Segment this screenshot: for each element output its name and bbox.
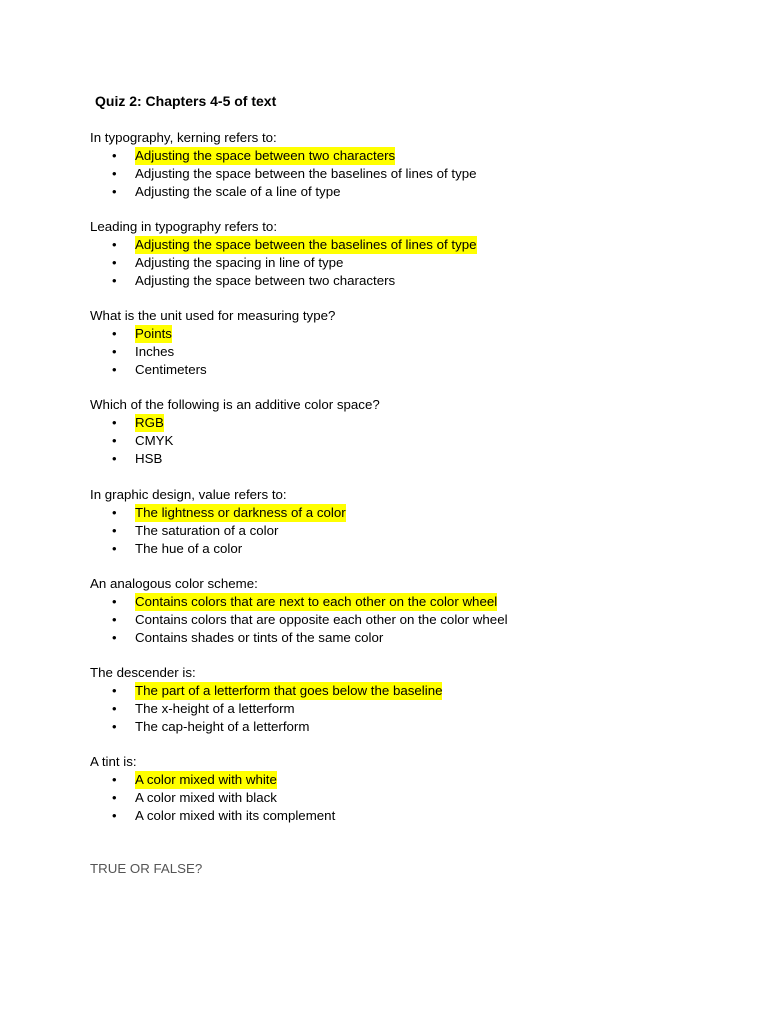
question-text: What is the unit used for measuring type? — [90, 308, 336, 323]
answer-option: Centimeters — [135, 362, 207, 377]
option-item — [90, 504, 690, 522]
bullet-icon: • — [112, 255, 117, 270]
question-2 — [90, 218, 690, 290]
correct-answer: Contains colors that are next to each other on the color wheel — [135, 594, 498, 609]
question-text: Leading in typography refers to: — [90, 219, 278, 234]
bullet-icon: • — [112, 166, 117, 181]
correct-answer: Adjusting the space between the baselines of lines of type — [135, 237, 477, 252]
answer-option: CMYK — [135, 433, 174, 448]
option-item — [90, 611, 690, 629]
answer-option: HSB — [135, 451, 163, 466]
answer-option: The saturation of a color — [135, 523, 279, 538]
answer-option: A color mixed with black — [135, 790, 277, 805]
bullet-icon: • — [112, 541, 117, 556]
answer-option: Contains colors that are opposite each other on the color wheel — [135, 612, 508, 627]
option-item — [90, 183, 690, 201]
question-7 — [90, 664, 690, 736]
bullet-icon: • — [112, 719, 117, 734]
bullet-icon: • — [112, 523, 117, 538]
option-item — [90, 325, 690, 343]
option-list — [90, 771, 690, 825]
option-item — [90, 272, 690, 290]
answer-option: Adjusting the space between the baselines of lines of type — [135, 166, 477, 181]
bullet-icon: • — [112, 451, 117, 466]
correct-answer: A color mixed with white — [135, 772, 277, 787]
correct-answer: The part of a letterform that goes below the baseline — [135, 683, 443, 698]
bullet-icon: • — [112, 148, 117, 163]
option-item — [90, 414, 690, 432]
question-6 — [90, 575, 690, 647]
question-text: In graphic design, value refers to: — [90, 487, 287, 502]
bullet-icon: • — [112, 326, 117, 341]
bullet-icon: • — [112, 790, 117, 805]
option-list — [90, 414, 690, 468]
question-3 — [90, 307, 690, 379]
question-1 — [90, 129, 690, 201]
option-item — [90, 700, 690, 718]
option-item — [90, 682, 690, 700]
question-text: An analogous color scheme: — [90, 576, 258, 591]
question-4 — [90, 396, 690, 468]
bullet-icon: • — [112, 612, 117, 627]
answer-option: Adjusting the space between two characters — [135, 273, 396, 288]
question-text: In typography, kerning refers to: — [90, 130, 277, 145]
answer-option: The hue of a color — [135, 541, 243, 556]
quiz-title: Quiz 2: Chapters 4-5 of text — [95, 93, 277, 109]
answer-option: Adjusting the spacing in line of type — [135, 255, 344, 270]
option-list — [90, 147, 690, 201]
answer-option: Contains shades or tints of the same color — [135, 630, 384, 645]
question-text: Which of the following is an additive color space? — [90, 397, 380, 412]
bullet-icon: • — [112, 701, 117, 716]
option-item — [90, 789, 690, 807]
option-list — [90, 682, 690, 736]
option-item — [90, 254, 690, 272]
option-item — [90, 432, 690, 450]
option-item — [90, 361, 690, 379]
option-item — [90, 343, 690, 361]
bullet-icon: • — [112, 362, 117, 377]
option-item — [90, 236, 690, 254]
bullet-icon: • — [112, 808, 117, 823]
option-list — [90, 504, 690, 558]
bullet-icon: • — [112, 237, 117, 252]
bullet-icon: • — [112, 683, 117, 698]
answer-option: Adjusting the scale of a line of type — [135, 184, 341, 199]
correct-answer: Points — [135, 326, 172, 341]
question-text: A tint is: — [90, 754, 137, 769]
correct-answer: The lightness or darkness of a color — [135, 505, 346, 520]
option-list — [90, 236, 690, 290]
question-text: The descender is: — [90, 665, 196, 680]
option-item — [90, 147, 690, 165]
correct-answer: RGB — [135, 415, 164, 430]
bullet-icon: • — [112, 772, 117, 787]
bullet-icon: • — [112, 505, 117, 520]
option-item — [90, 629, 690, 647]
question-8 — [90, 753, 690, 825]
option-item — [90, 771, 690, 789]
option-item — [90, 522, 690, 540]
option-list — [90, 325, 690, 379]
option-item — [90, 718, 690, 736]
bullet-icon: • — [112, 630, 117, 645]
bullet-icon: • — [112, 594, 117, 609]
question-5 — [90, 486, 690, 558]
correct-answer: Adjusting the space between two characters — [135, 148, 396, 163]
bullet-icon: • — [112, 184, 117, 199]
answer-option: A color mixed with its complement — [135, 808, 336, 823]
option-item — [90, 593, 690, 611]
bullet-icon: • — [112, 344, 117, 359]
section-heading-true-false: TRUE OR FALSE? — [90, 861, 203, 876]
option-item — [90, 807, 690, 825]
bullet-icon: • — [112, 273, 117, 288]
answer-option: The x-height of a letterform — [135, 701, 295, 716]
option-list — [90, 593, 690, 647]
option-item — [90, 540, 690, 558]
option-item — [90, 165, 690, 183]
answer-option: Inches — [135, 344, 175, 359]
bullet-icon: • — [112, 433, 117, 448]
bullet-icon: • — [112, 415, 117, 430]
option-item — [90, 450, 690, 468]
answer-option: The cap-height of a letterform — [135, 719, 310, 734]
